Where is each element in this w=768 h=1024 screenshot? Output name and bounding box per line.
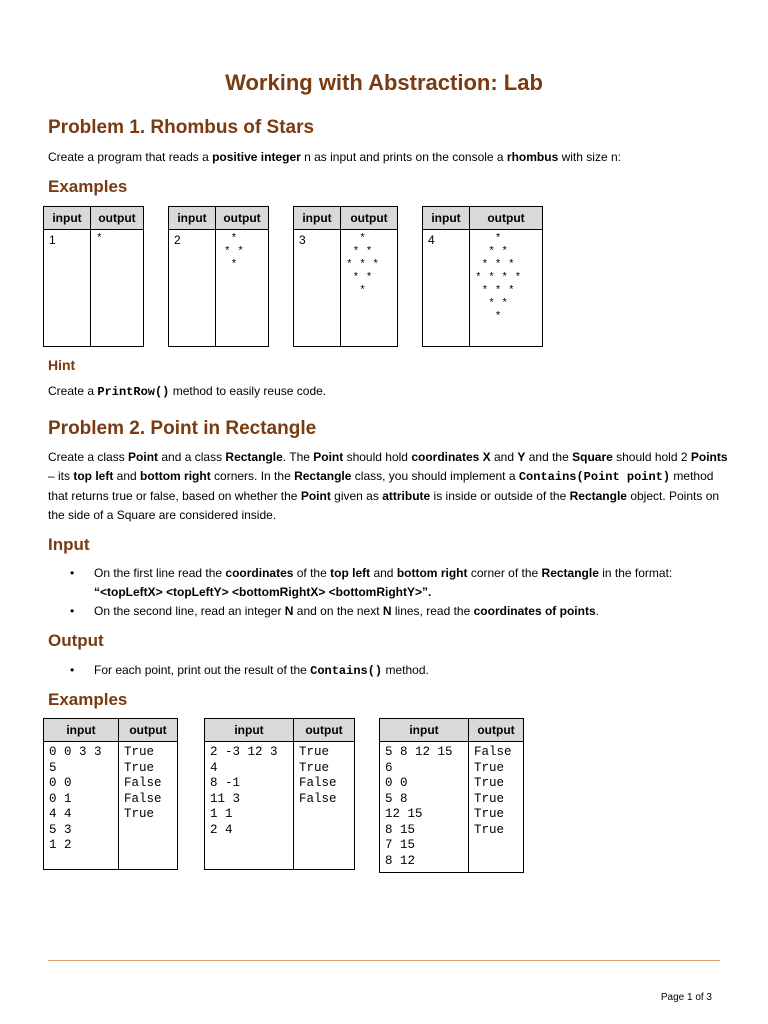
column-header-output: output bbox=[470, 207, 543, 230]
page-number: Page 1 of 3 bbox=[660, 992, 712, 1003]
hint-text: Create a PrintRow() method to easily reuse code. bbox=[48, 384, 327, 399]
problem-1-description: Create a program that reads a positive integer n as input and prints on the console a rhombus with size n: bbox=[48, 150, 621, 164]
problem-2-heading: Problem 2. Point in Rectangle bbox=[48, 418, 317, 439]
output-bullet-list bbox=[70, 661, 730, 681]
example-output: False True True True True True bbox=[469, 742, 524, 873]
column-header-output: output bbox=[294, 719, 355, 742]
example-input: 2 bbox=[169, 230, 216, 347]
page-title: Working with Abstraction: Lab bbox=[225, 70, 543, 95]
column-header-output: output bbox=[91, 207, 144, 230]
example-output: True True False False bbox=[294, 742, 355, 870]
output-heading: Output bbox=[48, 631, 104, 650]
problem-1-examples-heading: Examples bbox=[48, 177, 128, 196]
point-example-table-1 bbox=[43, 718, 178, 870]
column-header-output: output bbox=[216, 207, 269, 230]
example-input: 0 0 3 3 5 0 0 0 1 4 4 5 3 1 2 bbox=[44, 742, 119, 870]
column-header-input: input bbox=[44, 719, 119, 742]
column-header-input: input bbox=[294, 207, 341, 230]
column-header-output: output bbox=[341, 207, 398, 230]
point-example-table-3 bbox=[379, 718, 524, 873]
column-header-input: input bbox=[423, 207, 470, 230]
input-bullet-list bbox=[70, 564, 730, 621]
column-header-input: input bbox=[380, 719, 469, 742]
example-output: * * * * * * * * * * * * * * * * bbox=[470, 230, 543, 347]
column-header-input: input bbox=[44, 207, 91, 230]
problem-2-examples-heading: Examples bbox=[48, 690, 128, 709]
column-header-output: output bbox=[469, 719, 524, 742]
rhombus-example-table-2 bbox=[168, 206, 269, 347]
point-example-table-2 bbox=[204, 718, 355, 870]
example-input: 4 bbox=[423, 230, 470, 347]
list-item: • For each point, print out the result of the Contains() method. bbox=[70, 661, 730, 681]
rhombus-example-table-4 bbox=[422, 206, 543, 347]
example-output: True True False False True bbox=[119, 742, 178, 870]
example-input: 5 8 12 15 6 0 0 5 8 12 15 8 15 7 15 8 12 bbox=[380, 742, 469, 873]
example-input: 3 bbox=[294, 230, 341, 347]
hint-heading: Hint bbox=[48, 357, 76, 373]
example-output: * bbox=[91, 230, 144, 347]
example-output: * * * * bbox=[216, 230, 269, 347]
example-input: 2 -3 12 3 4 8 -1 11 3 1 1 2 4 bbox=[205, 742, 294, 870]
list-item: • On the second line, read an integer N and on the next N lines, read the coordinates of points. bbox=[70, 602, 730, 621]
problem-2-description: Create a class Point and a class Rectangle. The Point should hold coordinates X and Y and the Square should hold 2 Points – its top left and bottom right corners. In the Rectangle class, you should implement a Contains(Point point) method that returns true or false, based on whether the Point given as attribute is inside or outside of the Rectangle object. Points on the side of a Square are considered inside. bbox=[48, 450, 728, 522]
rhombus-example-table-3 bbox=[293, 206, 398, 347]
example-input: 1 bbox=[44, 230, 91, 347]
column-header-input: input bbox=[169, 207, 216, 230]
rhombus-example-table-1 bbox=[43, 206, 144, 347]
list-item: • On the first line read the coordinates of the top left and bottom right corner of the Rectangle in the format: “<topLeftX> <topLeftY> <bottomRightX> <bottomRightY>”. bbox=[70, 564, 730, 602]
input-heading: Input bbox=[48, 535, 90, 554]
footer-divider bbox=[48, 960, 720, 961]
column-header-output: output bbox=[119, 719, 178, 742]
example-output: * * * * * * * * * bbox=[341, 230, 398, 347]
column-header-input: input bbox=[205, 719, 294, 742]
problem-1-heading: Problem 1. Rhombus of Stars bbox=[48, 117, 315, 138]
